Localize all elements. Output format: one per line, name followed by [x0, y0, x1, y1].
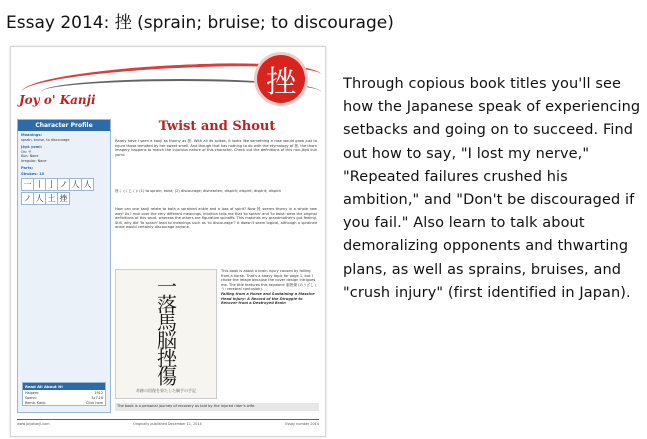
character-profile-sidebar: [17, 119, 111, 413]
parts-label: Parts:: [21, 165, 34, 170]
stroke-cell: 土: [45, 192, 58, 205]
read-row-label: Spahn:: [25, 395, 37, 400]
read-row-link[interactable]: Click here: [86, 400, 103, 405]
meanings-label: Meanings:: [21, 133, 42, 137]
page-footer: [17, 419, 319, 432]
read-row-label: Remb. Kanji:: [25, 400, 47, 405]
book-caption-bar: The book is a personal journey of recovery as told by the injured rider's wife.: [115, 403, 319, 411]
stroke-cell: ノ: [21, 192, 34, 205]
book-cover-subtitle: 奇跡の回復を果たした騎手の手記: [136, 388, 196, 393]
book-description: [221, 269, 319, 399]
article-body: How can one kanji relate to both a sprained ankle and a loss of spirit? Now 挫 seems thorny in a whole new way! As I mull over the very different meanings, intuition tells me that 'to sprain' and 'to twist' were the original definitions of this word, whereas the others are figurative spinoffs. This matches my grandmother's gut feeling. Still, why did 'to sprain' lead to meanings such as 'to discourage'? It doesn't seem logical, although a sprained ankle would certainly discourage anyone.: [115, 207, 317, 230]
stroke-order-grid: [18, 176, 110, 207]
footer-site: www.joyokanji.com: [17, 422, 50, 426]
book-cover-title: 一落馬脳挫傷: [153, 276, 178, 384]
stroke-cell: 人: [69, 178, 82, 191]
footer-essay-number: Essay number 2014: [285, 422, 319, 426]
read-row-label: Halpern:: [25, 390, 40, 395]
article-title: Twist and Shout: [158, 119, 276, 134]
read-row: [23, 400, 105, 405]
stroke-cell: 人: [33, 192, 46, 205]
book-side-text: This book is about a brain injury caused by falling from a horse. That's a heavy topic for page 1, but I chose the image because the cover design intrigues me. The title features this keyword: 脳挫傷 (のうざしょう: cerebral contusion).: [221, 269, 318, 292]
read-row-value: 3c7.16: [91, 395, 103, 400]
book-cover-image: [115, 269, 217, 399]
essay-description: Through copious book titles you'll see how the Japanese speak of experiencing setbacks and going on to succeed. Find out how to say, "I lost my nerve," "Repeated failures crushed his ambition," and "Don't be discouraged if you fail." Also learn to talk about demoralizing opponents and thwarting plans, as well as sprains, bruises, and "crush injury" (first identified in Japan).: [343, 76, 641, 301]
essay-thumbnail[interactable]: [10, 46, 326, 437]
brand-logo: Joy o' Kanji: [19, 93, 96, 107]
stroke-cell: 一: [21, 178, 34, 191]
sidebar-heading: Character Profile: [18, 120, 110, 131]
stroke-cell: 亅: [45, 178, 58, 191]
joyo-label: Jōyō yomi:: [21, 145, 43, 150]
read-box-heading: Read All About It!: [23, 383, 105, 390]
joyo-text: On: サ Kun: None Irregular: None: [21, 150, 47, 163]
article-intro: Rarely have I seen a kanji as thorny as 挫. With all its spikes, it looks like something a rose would grow just to injure those tempted by her sweet smell. And though that has nothing to do with the etymology of 挫, the thorn imagery happens to match the injurious nature of this character. Check out the definitions of this non-Jōyō kun yomi:: [115, 139, 317, 157]
meanings-text: sprain, bruise, to discourage: [21, 138, 70, 142]
strokes-label: Strokes: 10: [21, 171, 45, 176]
stroke-cell: 人: [81, 178, 94, 191]
footer-published: Originally published December 11, 2014: [133, 422, 202, 426]
stroke-cell: 挫: [57, 192, 70, 205]
read-row-value: 1912: [94, 390, 103, 395]
essay-title: Essay 2014: 挫 (sprain; bruise; to discourage): [6, 13, 394, 33]
stroke-cell: ノ: [57, 178, 70, 191]
kanji-badge: 挫: [257, 55, 305, 103]
stroke-cell: 丨: [33, 178, 46, 191]
book-side-title-translation: Falling from a Horse and Sustaining a Massive Head Injury: A Record of the Struggle to Recover from a Destroyed Brain: [221, 291, 315, 306]
read-all-about-it-box: [22, 382, 106, 406]
article-definitions: 挫く (くじく): (1) to sprain; twist; (2) discourage; dishearten; dispirit; dispirit; dispirit; dispirit: [115, 189, 281, 193]
